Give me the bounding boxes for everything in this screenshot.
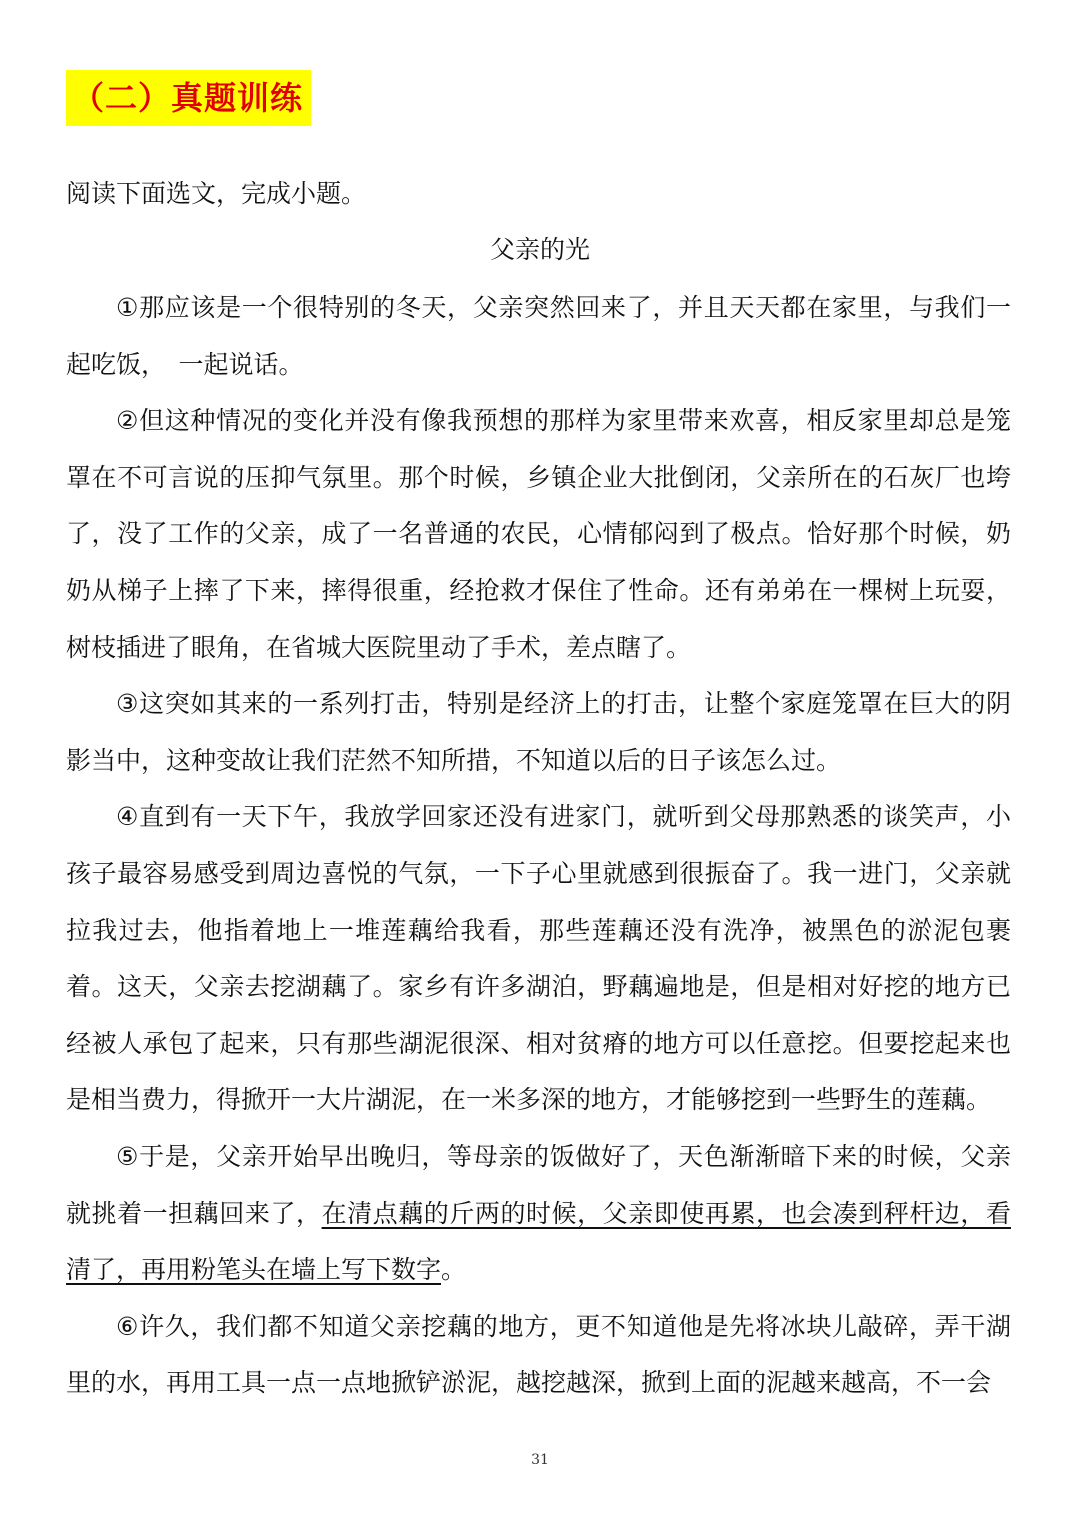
instruction-text: 阅读下面选文，完成小题。 [66, 179, 367, 208]
paragraph-5-start: ⑤于是，父亲开始早出晚归，等母亲的饭做好了，天色渐渐暗下来的时候，父亲就挑着一担藕回来了， [66, 1141, 1011, 1228]
paragraph-3: ③这突如其来的一系列打击，特别是经济上的打击，让整个家庭笼罩在巨大的阴影当中，这种变故让我们茫然不知所措，不知道以后的日子该怎么过。 [66, 689, 1011, 775]
paragraph-5-end: 。 [441, 1255, 467, 1285]
page-number: 31 [531, 1452, 549, 1468]
paragraph-1: ①那应该是一个很特别的冬天，父亲突然回来了，并且天天都在家里，与我们一起吃饭， 一起说话。 [66, 293, 1011, 379]
section-heading: （二）真题训练 [66, 70, 311, 126]
paragraph-6: ⑥许久，我们都不知道父亲挖藕的地方，更不知道他是先将冰块儿敲碎，弄干湖里的水，再用工具一点一点地掀铲淤泥，越挖越深，掀到上面的泥越来越高，不一会 [66, 1311, 1011, 1398]
paragraph-2: ②但这种情况的变化并没有像我预想的那样为家里带来欢喜，相反家里却总是笼罩在不可言说的压抑气氛里。那个时候，乡镇企业大批倒闭，父亲所在的石灰厂也垮了，没了工作的父亲，成了一名普通的农民，心情郁闷到了极点。恰好那个时候，奶奶从梯子上摔了下来，摔得很重，经抢救才保住了性命。还有弟弟在一棵树上玩耍，树枝插进了眼角，在省城大医院里动了手术，差点瞎了。 [66, 406, 1011, 662]
paragraph-5 [66, 1129, 1011, 1299]
article-title: 父亲的光 [489, 235, 590, 264]
underlined-sentence: 在清点藕的斤两的时候，父亲即使再累，也会凑到秤杆边，看清了，再用粉笔头在墙上写下数字 [66, 1198, 1011, 1285]
article-body [66, 280, 1011, 1412]
paragraph-4: ④直到有一天下午，我放学回家还没有进家门，就听到父母那熟悉的谈笑声，小孩子最容易感受到周边喜悦的气氛，一下子心里就感到很振奋了。我一进门，父亲就拉我过去，他指着地上一堆莲藕给我看，那些莲藕还没有洗净，被黑色的淤泥包裹着。这天，父亲去挖湖藕了。家乡有许多湖泊，野藕遍地是，但是相对好挖的地方已经被人承包了起来，只有那些湖泥很深、相对贫瘠的地方可以任意挖。但要挖起来也是相当费力，得掀开一大片湖泥，在一米多深的地方，才能够挖到一些野生的莲藕。 [66, 802, 1011, 1115]
